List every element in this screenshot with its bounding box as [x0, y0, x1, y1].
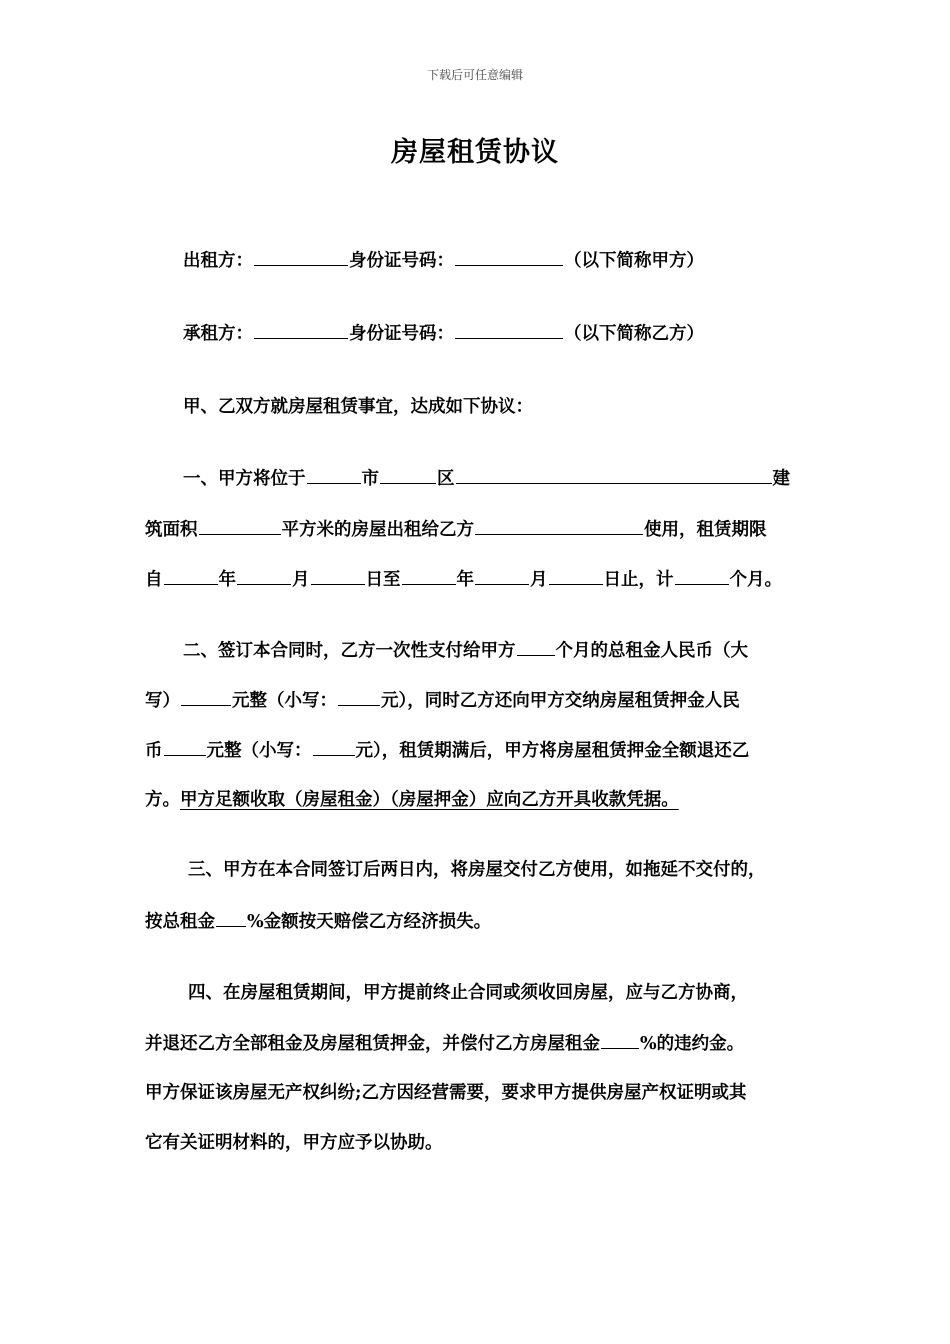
- clause1-text: 一、甲方将位于: [183, 469, 306, 489]
- address-blank[interactable]: [456, 465, 772, 484]
- clause3-line2: [145, 908, 491, 935]
- document-title: 房屋租赁协议: [391, 137, 559, 168]
- end-day-blank[interactable]: [549, 566, 603, 585]
- end-year-blank[interactable]: [402, 566, 456, 585]
- start-year-blank[interactable]: [164, 566, 218, 585]
- clause4-text: %的违约金。: [640, 1034, 745, 1054]
- clause2-text: 写）: [145, 691, 180, 711]
- deposit-uppercase-blank[interactable]: [164, 737, 206, 756]
- lessee-label: 承租方：: [183, 324, 253, 344]
- clause2-text: 元），租赁期满后，甲方将房屋租赁押金全额退还乙: [355, 741, 750, 761]
- clause1-text: 月: [530, 570, 548, 590]
- clause2-text: 元整（小写：: [206, 741, 312, 761]
- clause1-text: 年: [218, 570, 236, 590]
- clause1-line3: [145, 566, 782, 593]
- lessee-suffix: （以下简称乙方）: [564, 324, 704, 344]
- district-blank[interactable]: [380, 465, 436, 484]
- clause3-line1: 三、甲方在本合同签订后两日内，将房屋交付乙方使用，如拖延不交付的，: [188, 860, 766, 880]
- lessor-label: 出租方：: [183, 251, 253, 271]
- clause1-line1: [183, 465, 790, 492]
- penalty-percent-blank[interactable]: [216, 908, 246, 927]
- lessee-id-blank[interactable]: [455, 320, 563, 339]
- clause2-text: 元整（小写：: [232, 691, 337, 711]
- lessor-suffix: （以下简称甲方）: [564, 251, 704, 271]
- intro-text: 甲、乙双方就房屋租赁事宜，达成如下协议：: [183, 397, 533, 417]
- rent-uppercase-blank[interactable]: [181, 687, 231, 706]
- clause1-text: 自: [145, 570, 163, 590]
- usage-blank[interactable]: [475, 516, 643, 535]
- prepay-months-blank[interactable]: [517, 637, 555, 656]
- lessor-id-label: 身份证号码：: [349, 251, 454, 271]
- lessee-name-blank[interactable]: [254, 320, 348, 339]
- lessor-name-blank[interactable]: [254, 247, 348, 266]
- clause1-text: 市: [361, 469, 379, 489]
- lessor-line: [183, 247, 704, 274]
- area-blank[interactable]: [199, 516, 281, 535]
- clause2-line3: [145, 737, 749, 764]
- clause1-text: 筑面积: [145, 520, 198, 540]
- receipt-clause-underlined: 甲方足额收取（房屋租金）（房屋押金）应向乙方开具收款凭据。: [180, 790, 679, 810]
- clause4-line4: 它有关证明材料的，甲方应予以协助。: [145, 1133, 443, 1153]
- end-month-blank[interactable]: [475, 566, 529, 585]
- clause2-line4: [145, 787, 679, 813]
- lessee-id-label: 身份证号码：: [349, 324, 454, 344]
- clause1-text: 个月。: [729, 570, 782, 590]
- clause2-text: 币: [145, 741, 163, 761]
- clause3-text: %金额按天赔偿乙方经济损失。: [247, 912, 492, 932]
- clause1-text: 区: [437, 469, 455, 489]
- clause3-text: 按总租金: [145, 912, 215, 932]
- deposit-lowercase-blank[interactable]: [313, 737, 355, 756]
- clause1-text: 月: [292, 570, 310, 590]
- clause1-text: 建: [772, 469, 790, 489]
- clause1-text: 日止，计: [603, 570, 674, 590]
- start-day-blank[interactable]: [311, 566, 365, 585]
- start-month-blank[interactable]: [237, 566, 291, 585]
- header-note: 下载后可任意编辑: [426, 68, 523, 82]
- clause2-text: 元），同时乙方还向甲方交纳房屋租赁押金人民: [381, 691, 740, 711]
- months-blank[interactable]: [675, 566, 729, 585]
- clause2-text: 个月的总租金人民币（大: [555, 641, 748, 661]
- clause2-line1: [183, 637, 748, 664]
- lessor-id-blank[interactable]: [455, 247, 563, 266]
- city-blank[interactable]: [307, 465, 361, 484]
- clause1-text: 使用，租赁期限: [644, 520, 767, 540]
- breach-percent-blank[interactable]: [601, 1030, 639, 1049]
- clause1-text: 日至: [365, 570, 401, 590]
- clause4-line3: 甲方保证该房屋无产权纠纷;乙方因经营需要，要求甲方提供房屋产权证明或其: [145, 1083, 747, 1103]
- clause1-line2: [145, 516, 767, 543]
- clause4-line1: 四、在房屋租赁期间，甲方提前终止合同或须收回房屋，应与乙方协商，: [188, 983, 748, 1003]
- clause2-text: 二、签订本合同时，乙方一次性支付给甲方: [183, 641, 516, 661]
- clause4-line2: [145, 1030, 744, 1057]
- lessee-line: [183, 320, 704, 347]
- clause2-text: 方。: [145, 790, 180, 810]
- clause1-text: 平方米的房屋出租给乙方: [281, 520, 474, 540]
- clause2-line2: [145, 687, 740, 714]
- clause4-text: 并退还乙方全部租金及房屋租赁押金，并偿付乙方房屋租金: [145, 1034, 600, 1054]
- rent-lowercase-blank[interactable]: [338, 687, 380, 706]
- clause1-text: 年: [456, 570, 474, 590]
